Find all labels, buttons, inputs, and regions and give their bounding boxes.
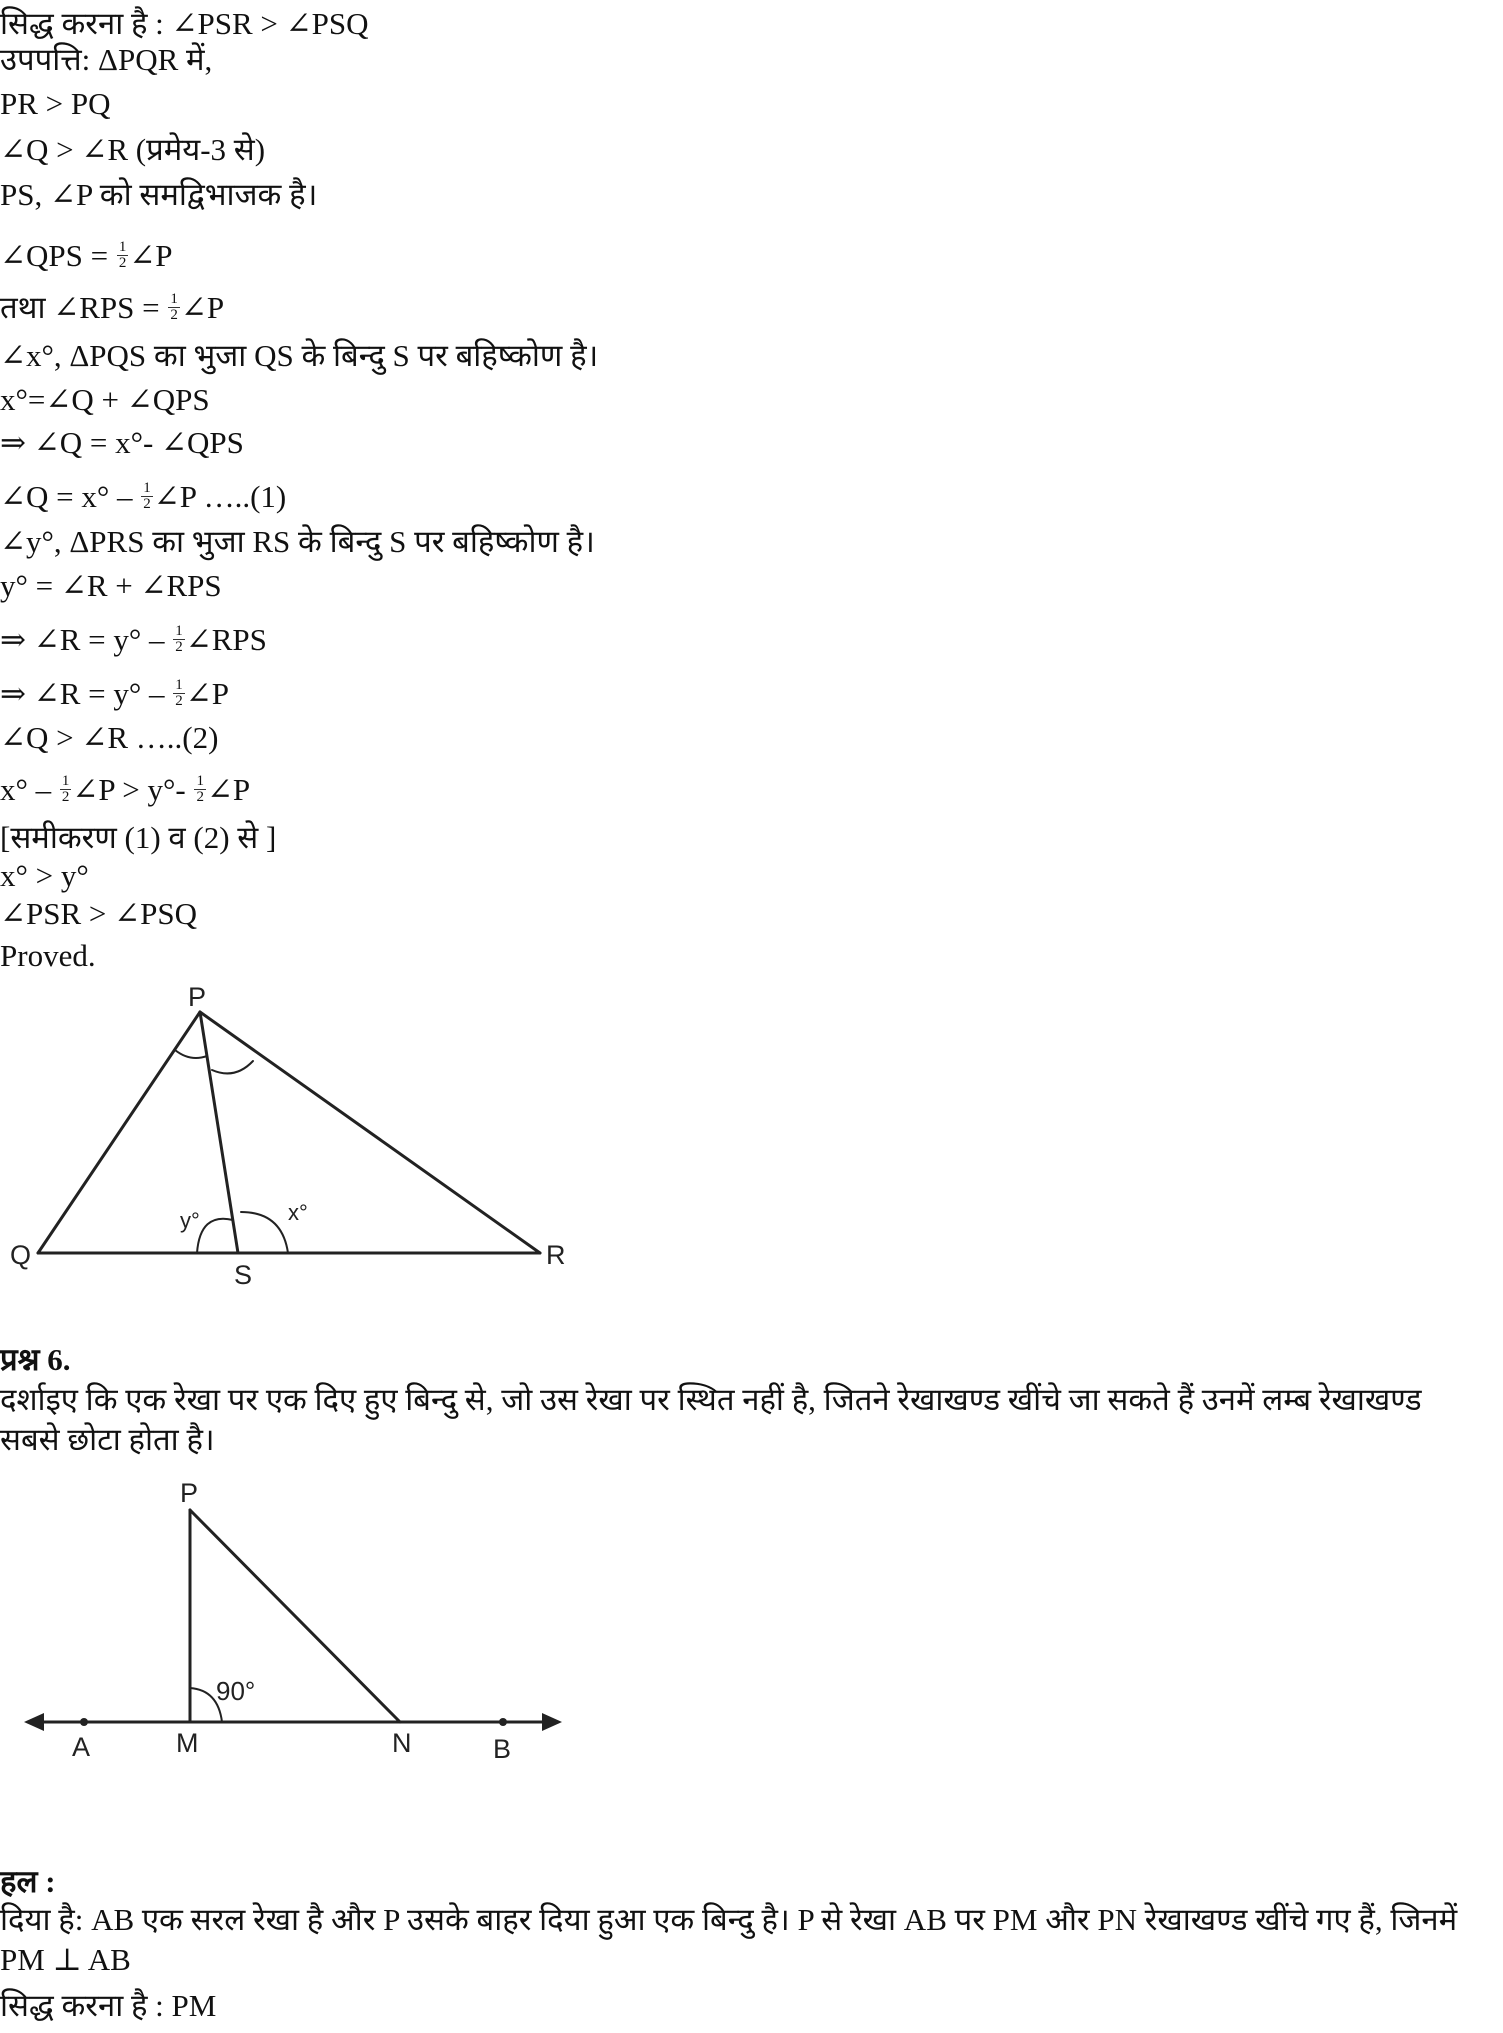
fraction-half [60,774,72,805]
solution-heading: हल : [0,1864,56,1899]
expr-part: ∠QPS = [0,238,109,273]
proof-line [0,674,229,714]
question-heading: प्रश्न 6. [0,1342,71,1377]
proof-line: x°=∠Q + ∠QPS [0,382,210,417]
fraction-denominator: 2 [170,307,178,324]
proof-line-proof-start: उपपत्ति: ΔPQR में, [0,42,213,77]
arrowhead-right [542,1713,562,1731]
expr-part: तथा ∠RPS = [0,290,160,325]
fraction-numerator: 1 [175,677,183,694]
proof-line: y° = ∠R + ∠RPS [0,568,222,603]
fraction-numerator: 1 [61,773,70,790]
fraction-numerator: 1 [196,773,204,790]
expr-part: ∠P [206,772,251,807]
proof-line [0,288,224,328]
fraction-half [168,292,180,323]
expr-part: ∠P [185,676,229,711]
expr-part: ⇒ ∠R = y° – [0,676,165,711]
fraction-numerator: 1 [118,239,127,256]
proof-line: PR > PQ [0,86,111,121]
angle-arc-y [197,1219,233,1253]
proof-line [0,236,173,276]
angle-label-x: x° [288,1200,308,1225]
proof-line-eq2: ∠Q > ∠R …..(2) [0,720,219,755]
fraction-numerator: 1 [170,291,178,308]
point-label-a: A [72,1732,91,1762]
point-label-n: N [392,1728,412,1758]
bisector-ps [200,1012,238,1253]
proof-line: ∠x°, ΔPQS का भुजा QS के बिन्दु S पर बहिष्कोण है। [0,338,599,373]
fraction-numerator: 1 [143,480,151,497]
expr-part: ∠P > y°- [72,772,186,807]
angle-arc-rps [212,1061,253,1073]
angle-arc-x [241,1212,288,1253]
proof-line: ∠PSR > ∠PSQ [0,896,197,931]
question-text: दर्शाइए कि एक रेखा पर एक दिए हुए बिन्दु से, जो उस रेखा पर स्थित नहीं है, जितने रेखाखण्ड खींचे जा सकते हैं उनमें लम्ब रेखाखण्ड सबसे छोटा होता है। [0,1382,1422,1457]
proof-line: x° > y° [0,858,89,893]
proof-line [0,770,250,810]
fraction-half [117,240,129,271]
vertex-label-s: S [234,1260,253,1290]
expr-part: ∠P [129,238,173,273]
solution-to-prove: सिद्ध करना है : PM [0,1988,217,2023]
fraction-denominator: 2 [61,789,70,806]
point-a [80,1718,88,1726]
fraction-denominator: 2 [175,639,183,656]
fraction-denominator: 2 [175,693,183,710]
point-label-b: B [493,1734,512,1764]
proof-line-proved: Proved. [0,938,96,973]
proof-line: ∠Q > ∠R (प्रमेय-3 से) [0,132,266,167]
triangle-figure [0,980,600,1290]
fraction-half [173,624,185,655]
expr-part: ∠P …..(1) [153,479,287,514]
point-label-m: M [176,1728,199,1758]
vertex-label-p: P [188,982,207,1012]
vertex-label-r: R [546,1240,566,1270]
proof-line [0,620,267,660]
angle-label-y: y° [180,1208,200,1233]
side-pq [38,1012,200,1253]
fraction-numerator: 1 [175,623,183,640]
arrowhead-left [24,1713,44,1731]
fraction-denominator: 2 [118,255,127,272]
perpendicular-figure [0,1470,600,1770]
angle-arc-qps [175,1050,207,1058]
proof-line-to-prove: सिद्ध करना है : ∠PSR > ∠PSQ [0,6,369,41]
point-b [499,1718,507,1726]
fraction-half [194,774,206,805]
fraction-denominator: 2 [196,789,204,806]
vertex-label-q: Q [10,1240,32,1270]
fraction-half [141,481,153,512]
fraction-denominator: 2 [143,496,151,513]
proof-line-eq1 [0,477,286,517]
expr-part: ∠P [180,290,225,325]
solution-given: दिया है: AB एक सरल रेखा है और P उसके बाहर दिया हुआ एक बिन्दु है। P से रेखा AB पर PM और PN रेखाखण्ड खींचे गए हैं, जिनमें PM ⊥ AB [0,1902,1458,1977]
expr-part: x° – [0,772,52,807]
fraction-half [173,678,185,709]
side-pr [200,1012,540,1253]
expr-part: ⇒ ∠R = y° – [0,622,165,657]
angle-label-90: 90° [216,1676,256,1706]
proof-line: ∠y°, ΔPRS का भुजा RS के बिन्दु S पर बहिष्कोण है। [0,524,595,559]
proof-line: ⇒ ∠Q = x°- ∠QPS [0,425,244,460]
vertex-label-p: P [180,1478,199,1508]
expr-part: ∠RPS [185,622,267,657]
proof-line: PS, ∠P को समद्विभाजक है। [0,177,318,212]
proof-line: [समीकरण (1) व (2) से ] [0,820,277,855]
expr-part: ∠Q = x° – [0,479,133,514]
